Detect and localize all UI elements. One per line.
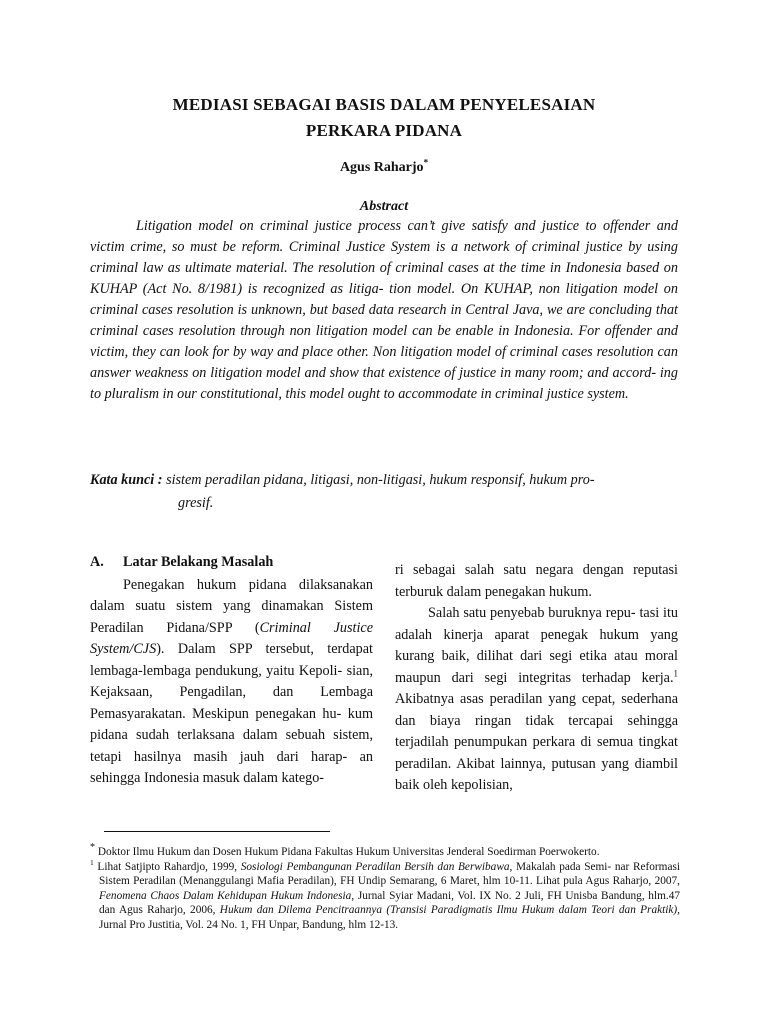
- abstract-heading: Abstract: [359, 199, 409, 214]
- footnote-1-italic-3: Hukum dan Dilema Pencitraannya (Transisi Paradigmatis Ilmu Hukum dalam Teori dan Praktik),: [219, 904, 680, 916]
- footnote-1: [90, 857, 681, 933]
- author-footnote-mark: *: [423, 157, 429, 168]
- title-line-2: PERKARA PIDANA: [305, 121, 463, 140]
- footnotes: [90, 842, 681, 932]
- right-column: [395, 560, 678, 797]
- footnote-1-mark: 1: [90, 857, 94, 867]
- footnote-star-text: Doktor Ilmu Hukum dan Dosen Hukum Pidana Fakultas Hukum Universitas Jenderal Soedirman Poerwokerto.: [95, 846, 600, 858]
- section-heading: [90, 552, 373, 574]
- keywords-label: Kata kunci :: [90, 472, 163, 488]
- section-title: Latar Belakang Masalah: [123, 554, 274, 570]
- title-line-1: MEDIASI SEBAGAI BASIS DALAM PENYELESAIAN: [172, 95, 596, 114]
- footnote-1-italic-1: Sosiologi Pembangunan Peradilan Bersih dan Berwibawa: [240, 860, 510, 873]
- paper-title: [80, 92, 688, 144]
- author-name: Agus Raharjo: [339, 160, 424, 175]
- keywords-value-line-2: gresif.: [178, 495, 214, 511]
- left-p1-italic: Criminal Justice System/CJS: [90, 619, 373, 657]
- author-line: [80, 158, 688, 178]
- footnote-ref-1: 1: [673, 667, 678, 678]
- keywords-value-line-1: sistem peradilan pidana, litigasi, non-litigasi, hukum responsif, hukum pro-: [166, 472, 595, 488]
- footnote-1-text-c: , Jurnal Syiar Madani, Vol. IX No. 2 Juli, FH Unisba Bandung, hlm.47 dan Agus Raharjo, 2006,: [99, 889, 680, 916]
- right-p2-text-b: Akibatnya asas peradilan yang cepat, sederhana dan biaya ringan tidak tercapai sehingga terjadilah penumpukan perkara di semua tingkat peradilan. Akibat lainnya, putusan yang diambil baik oleh kepolisian,: [395, 691, 678, 793]
- footnote-star-mark: *: [90, 842, 95, 854]
- left-p1-text-a: Penegakan hukum pidana dilaksanakan dalam suatu sistem yang dinamakan Sistem Peradilan Pidana/SPP (: [90, 576, 373, 636]
- footnote-divider: [104, 831, 330, 832]
- abstract-text: Litigation model on criminal justice process can’t give satisfy and justice to offender and victim crime, so must be reform. Criminal Justice System is a network of criminal justice by using criminal law as ultimate material. The resolution of criminal cases at the time in Indonesia based on KUHAP (Act No. 8/1981) is recognized as litiga- tion model. On KUHAP, non litigation model on criminal cases resolution is unknown, but based data research in Central Java, we are concluding that criminal cases resolution through non litigation model can be enable in Indonesia. For offender and victim, they can look for by way and place other. Non litigation model of criminal cases resolution can answer weakness on litigation model and show that existence of justice in many room; and accord- ing to pluralism in our constitutional, this model ought to accommodate in criminal justice system.: [90, 218, 678, 402]
- right-p2-text-a: Salah satu penyebab buruknya repu- tasi itu adalah kinerja aparat penegak hukum yang kurang baik, dilihat dari segi etika atau moral maupun dari segi integritas terhadap kerja.: [395, 605, 678, 686]
- footnote-1-text-b: , Makalah pada Semi- nar Reformasi Sistem Peradilan (Menanggulangi Mafia Peradilan), FH Undip Semarang, 6 Maret, hlm 10-11. Lihat pula Agus Raharjo, 2007,: [99, 860, 681, 887]
- left-column: [90, 552, 373, 790]
- footnote-1-italic-2: Fenomena Chaos Dalam Kehidupan Hukum Indonesia: [99, 889, 352, 902]
- footnote-star: [90, 842, 680, 860]
- right-paragraph-1: ri sebagai salah satu negara dengan reputasi terburuk dalam penegakan hukum.: [395, 562, 678, 600]
- keywords: [90, 469, 678, 515]
- footnote-1-text-a: Lihat Satjipto Rahardjo, 1999,: [93, 860, 241, 873]
- footnote-1-text-d: Jurnal Pro Justitia, Vol. 24 No. 1, FH Unpar, Bandung, hlm 12-13.: [99, 918, 399, 931]
- abstract-body: [90, 216, 678, 405]
- right-paragraph-2: [395, 603, 678, 797]
- left-paragraph-1: [90, 575, 373, 790]
- left-p1-text-b: ). Dalam SPP tersebut, terdapat lembaga-lembaga pendukung, yaitu Kepoli- sian, Kejaksaan, Pengadilan, dan Lembaga Pemasyarakatan. Meskipun penegakan hu- kum pidana sudah terlaksana dalam sebuah sistem, tetapi hasilnya masih jauh dari harap- an sehingga Indonesia masuk dalam katego-: [90, 641, 373, 786]
- section-letter: A.: [90, 554, 104, 570]
